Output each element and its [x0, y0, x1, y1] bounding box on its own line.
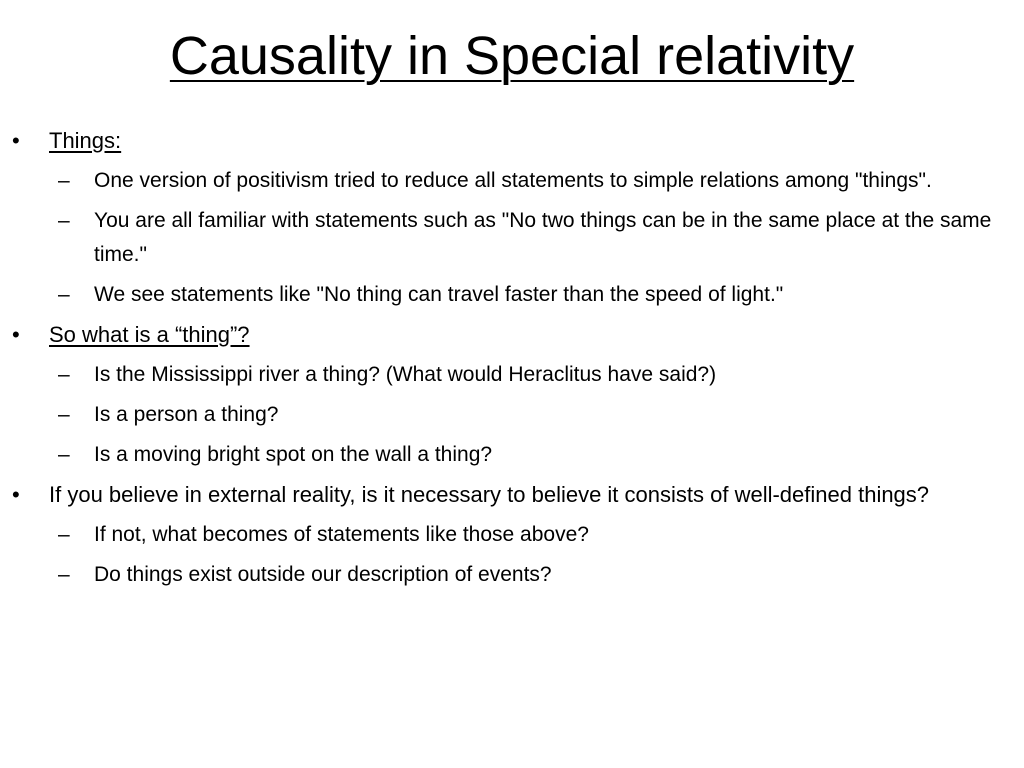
- slide-title: Causality in Special relativity: [169, 26, 855, 86]
- bullet-icon: •: [12, 128, 20, 153]
- dash-icon: –: [58, 563, 70, 586]
- bullet-item: [12, 124, 1016, 158]
- sub-bullet-text: Do things exist outside our description of events?: [94, 563, 552, 586]
- bullet-text: Things:: [49, 128, 122, 153]
- sub-bullet-text: Is the Mississippi river a thing? (What would Heraclitus have said?): [94, 363, 717, 386]
- sub-bullet-text: One version of positivism tried to reduce all statements to simple relations among "things".: [94, 169, 932, 192]
- bullet-item: [12, 318, 1016, 352]
- sub-bullet-item: [12, 204, 1016, 272]
- bullet-item: [12, 478, 1016, 512]
- sub-bullet-text: If not, what becomes of statements like those above?: [94, 523, 589, 546]
- bullet-icon: •: [12, 482, 20, 507]
- sub-bullet-text: You are all familiar with statements such as "No two things can be in the same place at the same time.": [94, 209, 992, 266]
- bullet-list: [12, 124, 1016, 592]
- dash-icon: –: [58, 363, 70, 386]
- dash-icon: –: [58, 283, 70, 306]
- bullet-text: So what is a “thing”?: [49, 322, 250, 347]
- dash-icon: –: [58, 209, 70, 232]
- sub-bullet-item: [12, 518, 1016, 552]
- bullet-icon: •: [12, 322, 20, 347]
- sub-bullet-item: [12, 164, 1016, 198]
- sub-bullet-item: [12, 358, 1016, 392]
- bullet-text: If you believe in external reality, is it necessary to believe it consists of well-defined things?: [49, 482, 930, 507]
- sub-bullet-item: [12, 398, 1016, 432]
- dash-icon: –: [58, 169, 70, 192]
- dash-icon: –: [58, 403, 70, 426]
- sub-bullet-text: Is a moving bright spot on the wall a thing?: [94, 443, 493, 466]
- sub-bullet-item: [12, 558, 1016, 592]
- sub-bullet-item: [12, 438, 1016, 472]
- dash-icon: –: [58, 523, 70, 546]
- sub-bullet-text: Is a person a thing?: [94, 403, 279, 426]
- dash-icon: –: [58, 443, 70, 466]
- sub-bullet-item: [12, 278, 1016, 312]
- sub-bullet-text: We see statements like "No thing can travel faster than the speed of light.": [94, 283, 784, 306]
